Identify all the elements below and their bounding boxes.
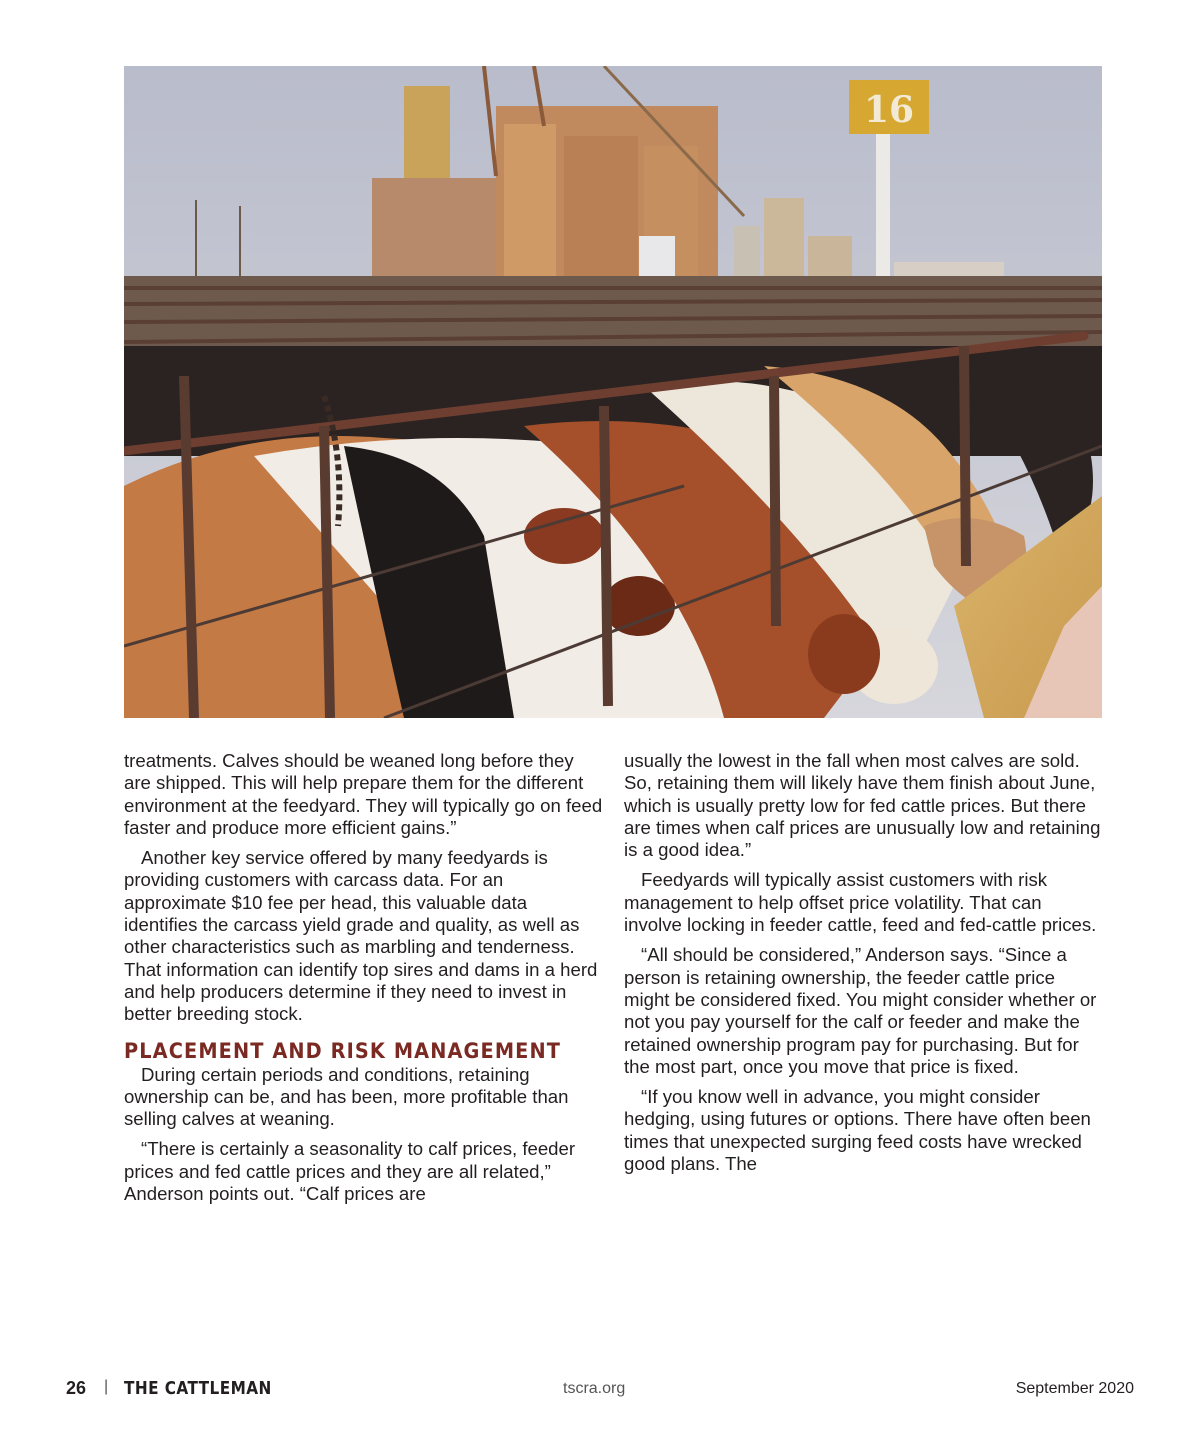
article-paragraph: Feedyards will typically assist customers with risk management to help offset price volatility. That can involve locking in feeder cattle, feed and fed-cattle prices. [624, 869, 1097, 936]
website-link[interactable]: tscra.org [563, 1380, 626, 1397]
article-paragraph: “There is certainly a seasonality to calf prices, feeder prices and fed cattle prices and they are all related,” Anderson points out. “Calf prices are [124, 1138, 576, 1205]
article-paragraph: treatments. Calves should be weaned long before they are shipped. This will help prepare them for the different environment at the feedyard. They will typically go on feed faster and produce more efficient gains.” [124, 750, 603, 838]
section-heading: PLACEMENT AND RISK MANAGEMENT [124, 1038, 562, 1063]
article-paragraph: “All should be considered,” Anderson says. “Since a person is retaining ownership, the feeder cattle price might be considered fixed. You might consider whether or not you pay yourself for the calf or feeder and make the retained ownership program pay for purchasing. But for the most part, once you move that price is fixed. [624, 944, 1097, 1077]
feedyard-photo [124, 66, 1102, 718]
page-number: 26 [66, 1378, 87, 1398]
footer-separator: | [104, 1378, 109, 1395]
article-paragraph: Another key service offered by many feedyards is providing customers with carcass data. For an approximate $10 fee per head, this valuable data identifies the carcass yield grade and quality, as well as other characteristics such as marbling and tenderness. That information can identify top sires and dams in a herd and help producers determine if they need to invest in better breeding stock. [124, 847, 598, 1025]
feedyard-cattle-image [124, 66, 1102, 718]
article-paragraph: usually the lowest in the fall when most calves are sold. So, retaining them will likely have them finish about June, which is usually pretty low for fed cattle prices. But there are times when calf prices are unusually low and retaining is a good idea.” [624, 750, 1101, 861]
pen-sign-number: 16 [863, 89, 915, 131]
magazine-name: THE CATTLEMAN [124, 1378, 272, 1399]
page-footer [0, 1378, 1200, 1408]
issue-date: September 2020 [1015, 1380, 1134, 1397]
article-paragraph: “If you know well in advance, you might consider hedging, using futures or options. There have often been times that unexpected surging feed costs have wrecked good plans. The [624, 1086, 1091, 1175]
article-column-left [124, 750, 604, 1213]
article-paragraph: During certain periods and conditions, retaining ownership can be, and has been, more profitable than selling calves at weaning. [124, 1063, 569, 1130]
article-column-right [624, 750, 1104, 1183]
